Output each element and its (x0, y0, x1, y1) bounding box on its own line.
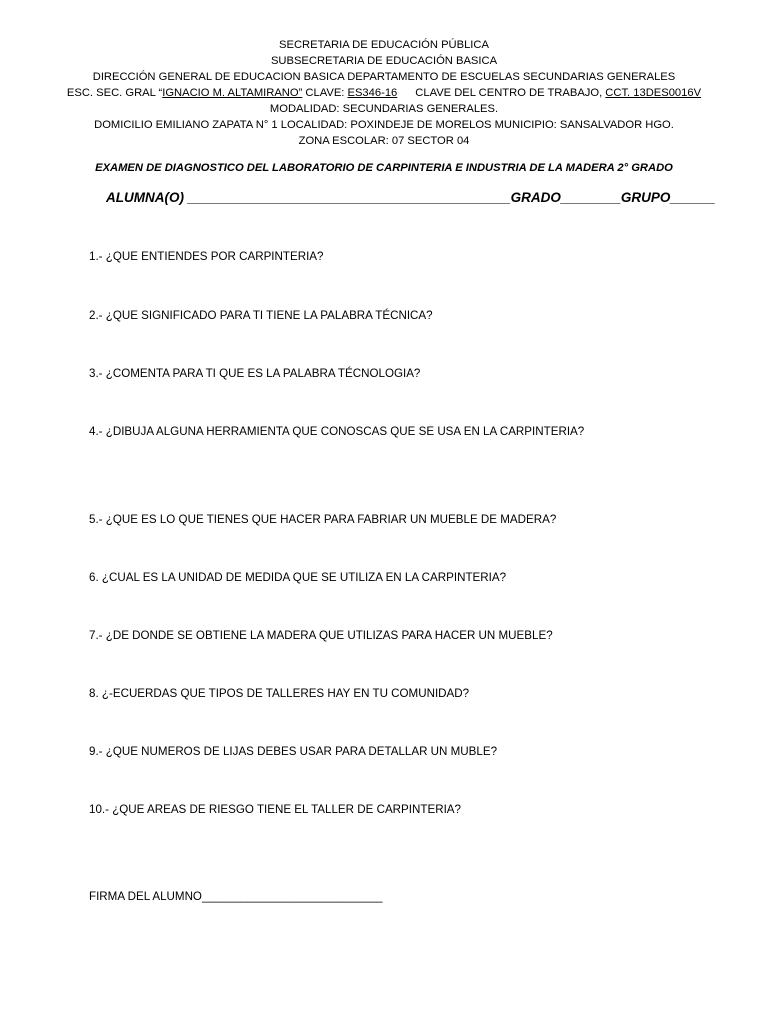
header-line-school (0, 85, 768, 101)
student-info-line: ALUMNA(O) ___________________________________________GRADO________GRUPO______ (106, 190, 716, 205)
ct-label: CLAVE DEL CENTRO DE TRABAJO, (415, 87, 606, 99)
header-line-subsecretary: SUBSECRETARIA DE EDUCACIÓN BASICA (270, 55, 498, 67)
question-6: 6. ¿CUAL ES LA UNIDAD DE MEDIDA QUE SE UTILIZA EN LA CARPINTERIA? (89, 571, 507, 584)
student-signature-line: FIRMA DEL ALUMNO____________________________ (89, 890, 383, 903)
document-header (0, 37, 768, 149)
question-5: 5.- ¿QUE ES LO QUE TIENES QUE HACER PARA FABRIAR UN MUEBLE DE MADERA? (89, 513, 557, 526)
exam-title: EXAMEN DE DIAGNOSTICO DEL LABORATORIO DE CARPINTERIA E INDUSTRIA DE LA MADERA 2° GRADO (95, 162, 673, 174)
question-7: 7.- ¿DE DONDE SE OBTIENE LA MADERA QUE UTILIZAS PARA HACER UN MUEBLE? (89, 629, 553, 642)
header-line-ministry: SECRETARIA DE EDUCACIÓN PÚBLICA (279, 39, 489, 51)
question-4: 4.- ¿DIBUJA ALGUNA HERRAMIENTA QUE CONOSCAS QUE SE USA EN LA CARPINTERIA? (89, 425, 585, 438)
ct-value: CCT. 13DES0016V (605, 87, 702, 99)
question-9: 9.- ¿QUE NUMEROS DE LIJAS DEBES USAR PARA DETALLAR UN MUBLE? (89, 745, 498, 758)
header-line-direction: DIRECCIÓN GENERAL DE EDUCACION BASICA DEPARTAMENTO DE ESCUELAS SECUNDARIAS GENERALES (92, 71, 676, 83)
school-name: IGNACIO M. ALTAMIRANO” (162, 87, 303, 99)
header-line-modality: MODALIDAD: SECUNDARIAS GENERALES. (269, 103, 499, 115)
header-line-address: DOMICILIO EMILIANO ZAPATA N° 1 LOCALIDAD: POXINDEJE DE MORELOS MUNICIPIO: SANSALVADOR HGO. (94, 119, 674, 131)
question-10: 10.- ¿QUE AREAS DE RIESGO TIENE EL TALLER DE CARPINTERIA? (89, 803, 461, 816)
question-1: 1.- ¿QUE ENTIENDES POR CARPINTERIA? (89, 250, 324, 263)
question-8: 8. ¿-ECUERDAS QUE TIPOS DE TALLERES HAY EN TU COMUNIDAD? (89, 687, 470, 700)
clave-value: ES346-16 (347, 87, 398, 99)
clave-label: CLAVE: (302, 87, 348, 99)
question-3: 3.- ¿COMENTA PARA TI QUE ES LA PALABRA TÉCNOLOGIA? (89, 367, 421, 380)
school-prefix: ESC. SEC. GRAL “ (66, 87, 163, 99)
question-2: 2.- ¿QUE SIGNIFICADO PARA TI TIENE LA PALABRA TÉCNICA? (89, 309, 433, 322)
header-line-zone: ZONA ESCOLAR: 07 SECTOR 04 (298, 135, 470, 147)
